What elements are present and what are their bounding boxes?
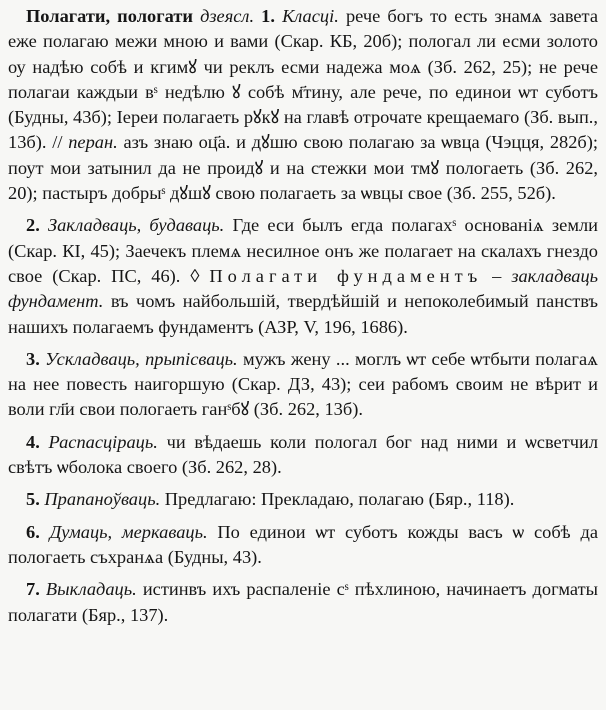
sense-number: 2. [26,215,40,236]
sense-gloss: Думаць, меркаваць. [49,521,208,542]
sense-number: 3. [26,348,40,369]
phrase-dash: – [492,265,502,286]
sense-2 [8,213,598,339]
part-of-speech: дзеясл. [200,6,255,26]
sub-gloss: перан. [68,132,118,153]
sense-1 [8,4,598,206]
sense-gloss: Распасціраць. [48,431,158,452]
sense-text: мужъ жену ... моглъ ѡт себе ѡтбыти полагаѧ на нее повесть наигоршую (Скар. ДЗ, 43); сеи рабомъ своим не вѣрит и воли гл҃и свои пологаеть ганˢбꙋ (Зб. 262, 13б). [8,348,598,420]
sense-5 [8,487,598,512]
sense-gloss: Ускладваць, прыпісваць. [45,348,238,369]
sense-text: рече богъ то есть знамѧ завета еже полагаю межи мною и вами (Скар. КБ, 20б); пологал ли есми золото оу надѣю собѣ и кгимꙋ чи реклъ есми надежа моѧ (Зб. 262, 25); не рече полагаи каждыи вˢ недѣлю ꙋ собѣ м҃тину, але рече, по единои ѡт суботъ (Будны, 43б); Іереи полагаеть рꙋкꙋ на главѣ отрочате крещаемаго (Зб. вып., 13б). // [8,6,598,153]
sense-number: 5. [26,489,40,510]
sub-text: азъ знаю оц҃а. и дꙋшю свою полагаю за ѡвца (Чэцця, 282б); поут мои затынил да не проидꙋ и на стежки мои тмꙋ пологаеть (Зб. 262, 20); пастыръ добрыˢ дꙋшꙋ свою полагаеть за ѡвцы свое (Зб. 255, 52б). [8,132,599,204]
sense-gloss: Класці. [282,6,339,26]
sense-gloss: Закладваць, будаваць. [48,215,225,236]
sense-text: Где еси былъ егда полагахˢ основанiѧ земли (Скар. КI, 45); Заечекъ племѧ несилное онъ же полагает на скалахъ гнездо свое (Скар. ПС, 46). ◊ [8,215,598,286]
sense-text: Предлагаю: Прекладаю, полагаю (Бяр., 118). [164,489,515,510]
sense-number: 4. [26,431,40,452]
sense-7 [8,577,598,628]
phrase-text: въ чомъ найбольшій, твердѣйшій и непоколебимый панствъ нашихъ полагаемъ фундаментъ (АЗР, V, 196, 1686). [8,291,598,337]
sense-6 [8,520,598,571]
phrase-gloss: закладваць фундамент. [8,265,599,312]
headword: Полагати, пологати [26,6,193,26]
sense-text: По единои ѡт суботъ кожды васъ ѡ собѣ да пологаеть съхранѧа (Будны, 43). [8,521,598,567]
sense-text: чи вѣдаешь коли пологал бог над ними и ѡсветчил свѣтъ ѡболока своего (Зб. 262, 28). [8,431,598,478]
sense-gloss: Прапаноўваць. [44,489,161,510]
sense-number: 6. [26,521,40,542]
sense-3 [8,347,598,423]
sense-number: 1. [261,6,275,26]
sense-gloss: Выкладаць. [45,579,137,600]
sense-4 [8,430,598,481]
sense-number: 7. [26,579,40,600]
set-phrase: Полагати фундаментъ [209,265,483,286]
sense-text: истинвъ ихъ распаленіе сˢ пѣхлиною, начинаетъ догматы полагати (Бяр., 137). [8,579,598,625]
